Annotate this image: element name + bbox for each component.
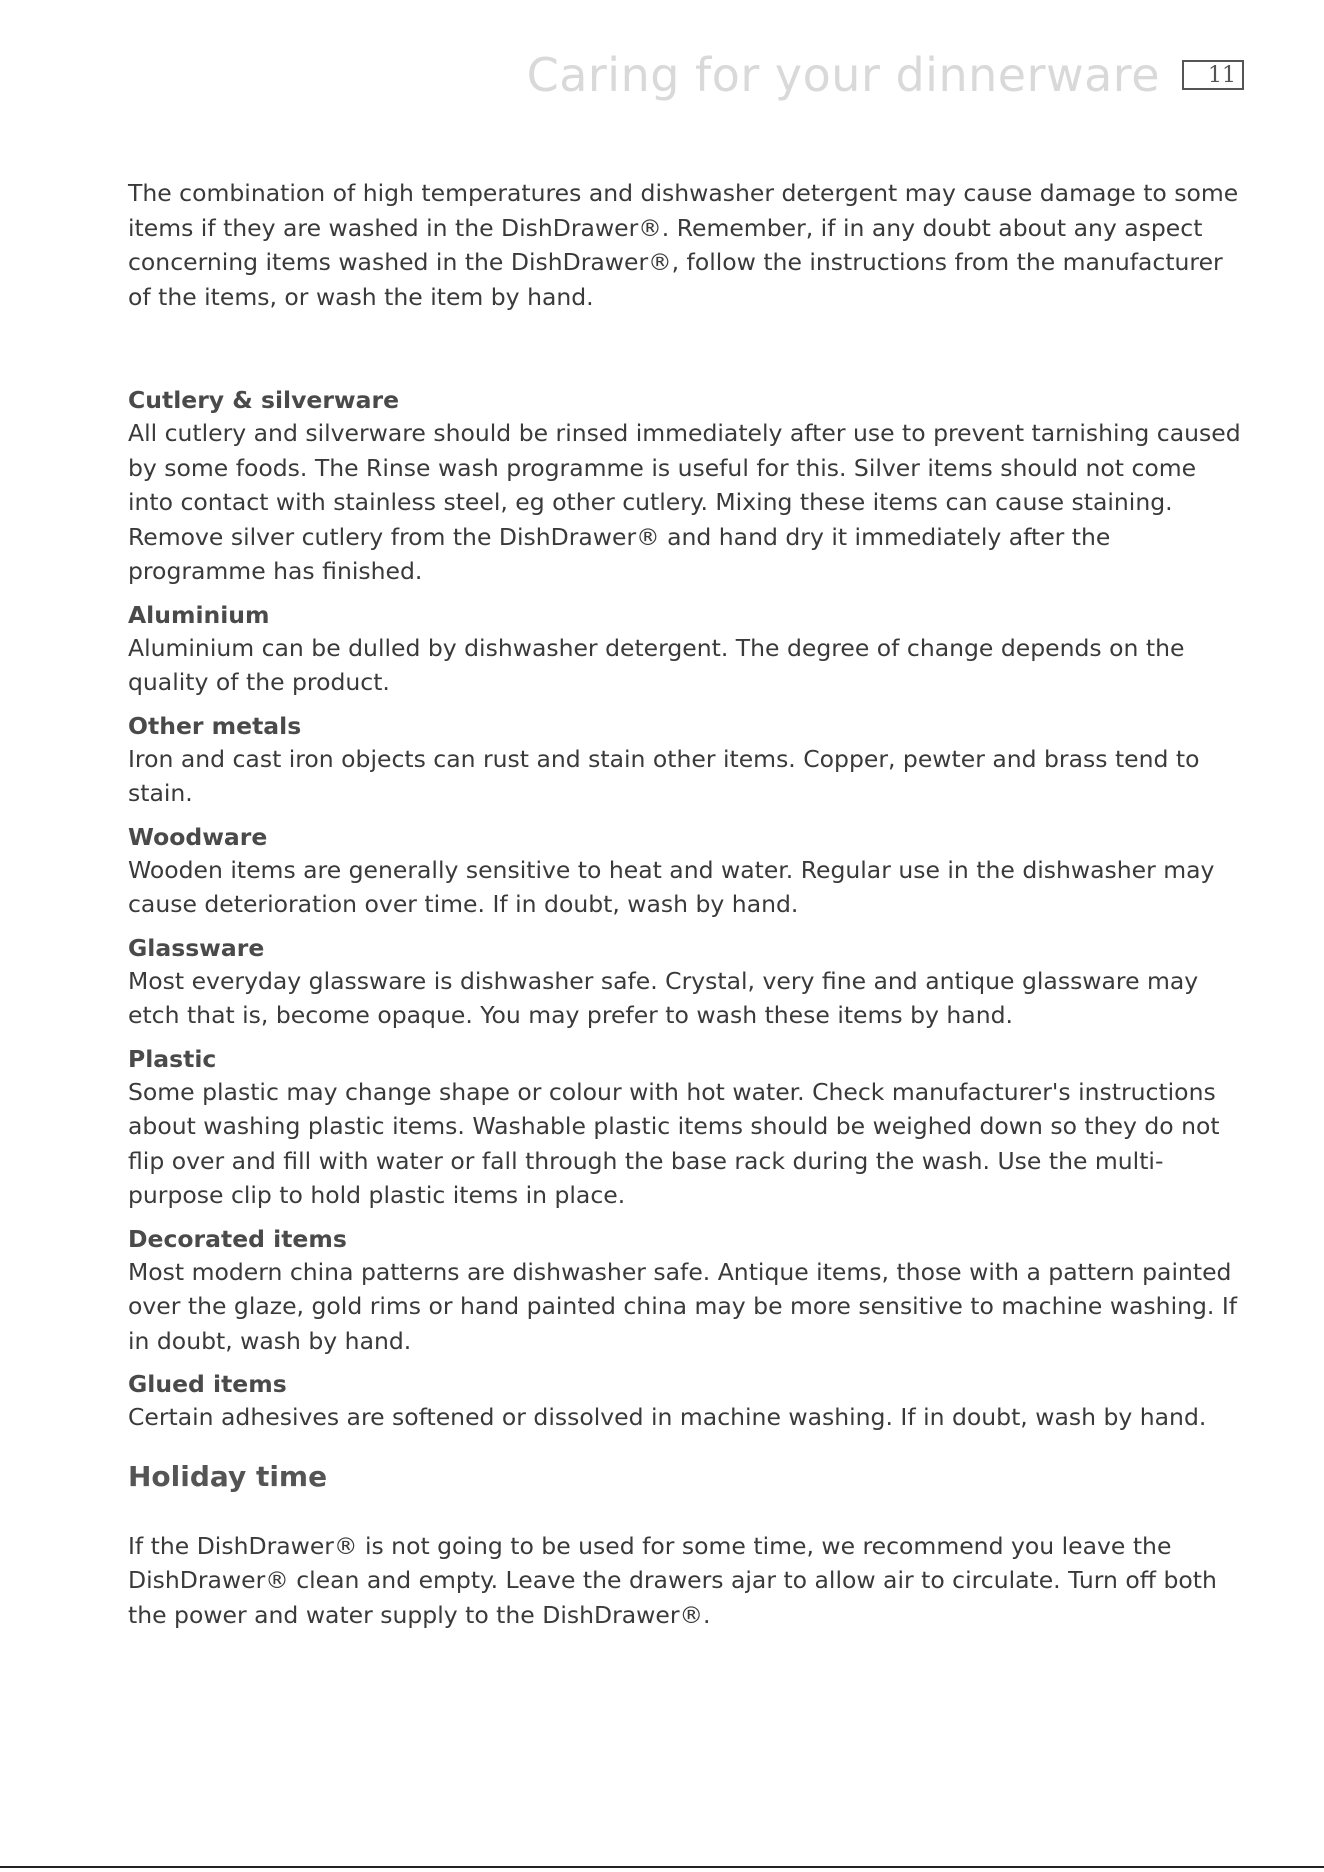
bottom-divider [0, 1866, 1324, 1868]
page-header [526, 48, 1244, 102]
section-heading: Glassware [128, 933, 265, 962]
section-body: Wooden items are generally sensitive to heat and water. Regular use in the dishwasher may cause deterioration over time. If in doubt, wash by hand. [128, 855, 1215, 918]
section-heading: Woodware [128, 822, 268, 851]
holiday-heading: Holiday time [128, 1459, 328, 1493]
page-content [128, 176, 1248, 1632]
section-cutlery-silverware [128, 384, 1248, 589]
intro-paragraph: The combination of high temperatures and dishwasher detergent may cause damage to some items if they are washed in the DishDrawer®. Remember, if in any doubt about any aspect concerning items washed in the DishDrawer®, follow the instructions from the manufacturer of the items, or wash the item by hand. [128, 179, 1239, 311]
section-body: All cutlery and silverware should be rinsed immediately after use to prevent tarnishing caused by some foods. The Rinse wash programme is useful for this. Silver items should not come into contact with stainless steel, eg other cutlery. Mixing these items can cause staining. Remove silver cutlery from the DishDrawer® and hand dry it immediately after the programme has finished. [128, 419, 1241, 585]
section-body: Iron and cast iron objects can rust and stain other items. Copper, pewter and brass tend to stain. [128, 744, 1200, 807]
holiday-paragraph: If the DishDrawer® is not going to be used for some time, we recommend you leave the DishDrawer® clean and empty. Leave the drawers ajar to allow air to circulate. Turn off both the power and water supply to the DishDrawer®. [128, 1531, 1217, 1629]
section-body: Most everyday glassware is dishwasher safe. Crystal, very fine and antique glassware may etch that is, become opaque. You may prefer to wash these items by hand. [128, 966, 1199, 1029]
section-woodware [128, 821, 1248, 922]
section-other-metals [128, 710, 1248, 811]
page-number: 11 [1182, 60, 1244, 90]
section-heading: Aluminium [128, 600, 270, 629]
section-heading: Decorated items [128, 1224, 347, 1253]
section-heading: Plastic [128, 1044, 217, 1073]
section-glassware [128, 932, 1248, 1033]
section-body: Most modern china patterns are dishwasher safe. Antique items, those with a pattern painted over the glaze, gold rims or hand painted china may be more sensitive to machine washing. If in doubt, wash by hand. [128, 1257, 1238, 1355]
section-heading: Other metals [128, 711, 302, 740]
section-plastic [128, 1043, 1248, 1213]
section-aluminium [128, 599, 1248, 700]
page-title: Caring for your dinnerware [526, 48, 1160, 102]
section-decorated-items [128, 1223, 1248, 1359]
section-heading: Glued items [128, 1370, 287, 1398]
section-glued-items [128, 1368, 1248, 1435]
section-body: Some plastic may change shape or colour with hot water. Check manufacturer's instructions about washing plastic items. Washable plastic items should be weighed down so they do not flip over and fill with water or fall through the base rack during the wash. Use the multi-purpose clip to hold plastic items in place. [128, 1077, 1220, 1209]
section-heading: Cutlery & silverware [128, 386, 400, 414]
section-body: Certain adhesives are softened or dissolved in machine washing. If in doubt, wash by hand. [128, 1403, 1207, 1431]
section-body: Aluminium can be dulled by dishwasher detergent. The degree of change depends on the quality of the product. [128, 633, 1185, 696]
